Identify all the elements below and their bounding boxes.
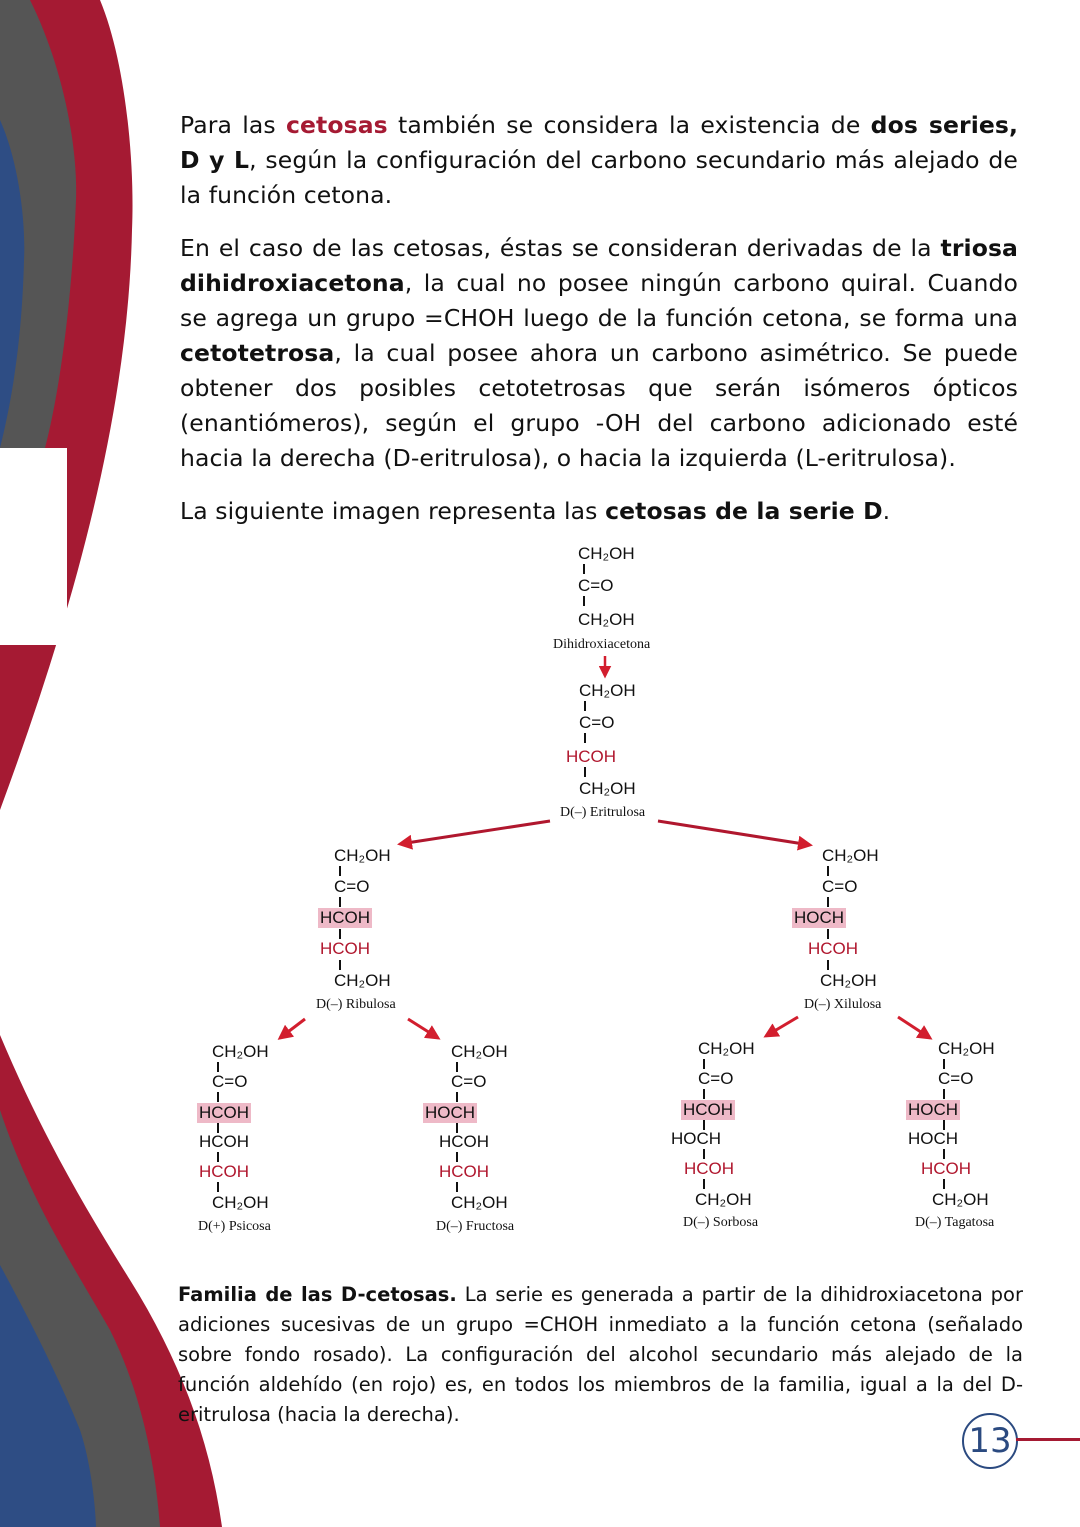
text: , la cual posee ahora un carbono asimétrico. Se puede obtener dos posibles cetotetrosas que serán isómeros ópticos (enantiómeros), según el grupo -OH del carbono adicionado esté hacia la derecha (D-eritrulosa), o hacia la izquierda (L-eritrulosa). (180, 339, 1018, 472)
label-xilulosa: D(–) Xilulosa (804, 997, 882, 1012)
bold-text: triosa dihidroxiacetona (180, 234, 1018, 297)
group-ch2oh: CH₂OH (820, 971, 877, 990)
group-ch2oh: CH₂OH (932, 1190, 989, 1209)
bold-text: dos series, D y L (180, 111, 1019, 174)
text: En el caso de las cetosas, éstas se consideran derivadas de la (180, 234, 941, 262)
group-carbonyl: C=O (822, 877, 858, 896)
group-ch2oh: CH₂OH (698, 1039, 755, 1058)
text: . (882, 497, 891, 525)
group-ch2oh: CH₂OH (579, 681, 636, 700)
group-hcoh-red: HCOH (199, 1162, 250, 1181)
group-hcoh-red: HCOH (320, 939, 371, 958)
group-highlighted: HCOH (199, 1103, 250, 1122)
group-hcoh-red: HCOH (439, 1162, 490, 1181)
label-eritrulosa: D(–) Eritrulosa (560, 805, 646, 820)
paragraph-dihidroxiacetona (180, 231, 1018, 476)
arrow-right-icon (658, 821, 810, 845)
text: , la cual no posee ningún carbono quiral. Cuando se agrega un grupo =CHOH luego de la función cetona, se forma una (180, 269, 1018, 332)
group-carbonyl: C=O (451, 1072, 487, 1091)
group-highlighted: HOCH (425, 1103, 476, 1122)
bold-text: cetotetrosa (180, 339, 335, 367)
group-hcoh-red: HCOH (808, 939, 859, 958)
group-ch2oh: CH₂OH (451, 1042, 508, 1061)
group-ch2oh: CH₂OH (938, 1039, 995, 1058)
arrow-right-icon (898, 1017, 930, 1038)
group-ch2oh: CH₂OH (578, 544, 635, 563)
group-ch2oh: CH₂OH (334, 846, 391, 865)
group-hcoh: HCOH (199, 1132, 250, 1151)
label-fructosa: D(–) Fructosa (436, 1219, 515, 1234)
bold-text: cetosas de la serie D (605, 497, 883, 525)
arrow-left-icon (280, 1019, 305, 1038)
label-dihidroxiacetona: Dihidroxiacetona (553, 637, 651, 652)
group-carbonyl: C=O (579, 713, 615, 732)
group-ch2oh: CH₂OH (822, 846, 879, 865)
arrow-left-icon (766, 1017, 798, 1036)
label-psicosa: D(+) Psicosa (198, 1219, 271, 1234)
keyword-cetosas: cetosas (285, 111, 388, 139)
text: La siguiente imagen representa las (180, 497, 606, 525)
page-number: 13 (962, 1413, 1018, 1469)
page-number-line (1016, 1438, 1080, 1441)
text: , según la configuración del carbono secundario más alejado de la función cetona. (180, 146, 1018, 209)
group-highlighted: HCOH (320, 908, 371, 927)
group-carbonyl: C=O (578, 576, 614, 595)
figure-caption (178, 1280, 1023, 1430)
group-hcoh-red: HCOH (566, 747, 617, 766)
group-ch2oh: CH₂OH (212, 1042, 269, 1061)
group-ch2oh: CH₂OH (695, 1190, 752, 1209)
text: también se considera la existencia de (387, 111, 871, 139)
group-carbonyl: C=O (334, 877, 370, 896)
group-highlighted: HOCH (794, 908, 845, 927)
text: Para las (180, 111, 286, 139)
group-ch2oh: CH₂OH (578, 610, 635, 629)
group-ch2oh: CH₂OH (212, 1193, 269, 1212)
arrow-right-icon (408, 1019, 438, 1038)
label-tagatosa: D(–) Tagatosa (915, 1215, 995, 1230)
label-sorbosa: D(–) Sorbosa (683, 1215, 759, 1230)
group-carbonyl: C=O (212, 1072, 248, 1091)
label-ribulosa: D(–) Ribulosa (316, 997, 396, 1012)
paragraph-image-intro (180, 494, 1018, 529)
group-hoch: HOCH (908, 1129, 959, 1148)
group-hoch: HOCH (671, 1129, 722, 1148)
group-ch2oh: CH₂OH (579, 779, 636, 798)
group-highlighted: HOCH (908, 1100, 959, 1119)
group-hcoh-red: HCOH (921, 1159, 972, 1178)
group-hcoh-red: HCOH (684, 1159, 735, 1178)
group-highlighted: HCOH (683, 1100, 734, 1119)
arrow-left-icon (400, 821, 550, 844)
group-ch2oh: CH₂OH (334, 971, 391, 990)
caption-text: La serie es generada a partir de la dihidroxiacetona por adiciones sucesivas de un grupo =CHOH inmediato a la función cetona (señalado sobre fondo rosado). La configuración del alcohol secundario más alejado de la función aldehído (en rojo) es, en todos los miembros de la familia, igual a la del D-eritrulosa (hacia la derecha). (178, 1282, 1023, 1426)
group-hcoh: HCOH (439, 1132, 490, 1151)
caption-title: Familia de las D-cetosas. (178, 1282, 457, 1306)
group-ch2oh: CH₂OH (451, 1193, 508, 1212)
group-carbonyl: C=O (938, 1069, 974, 1088)
paragraph-series-d-l (180, 108, 1018, 213)
group-carbonyl: C=O (698, 1069, 734, 1088)
